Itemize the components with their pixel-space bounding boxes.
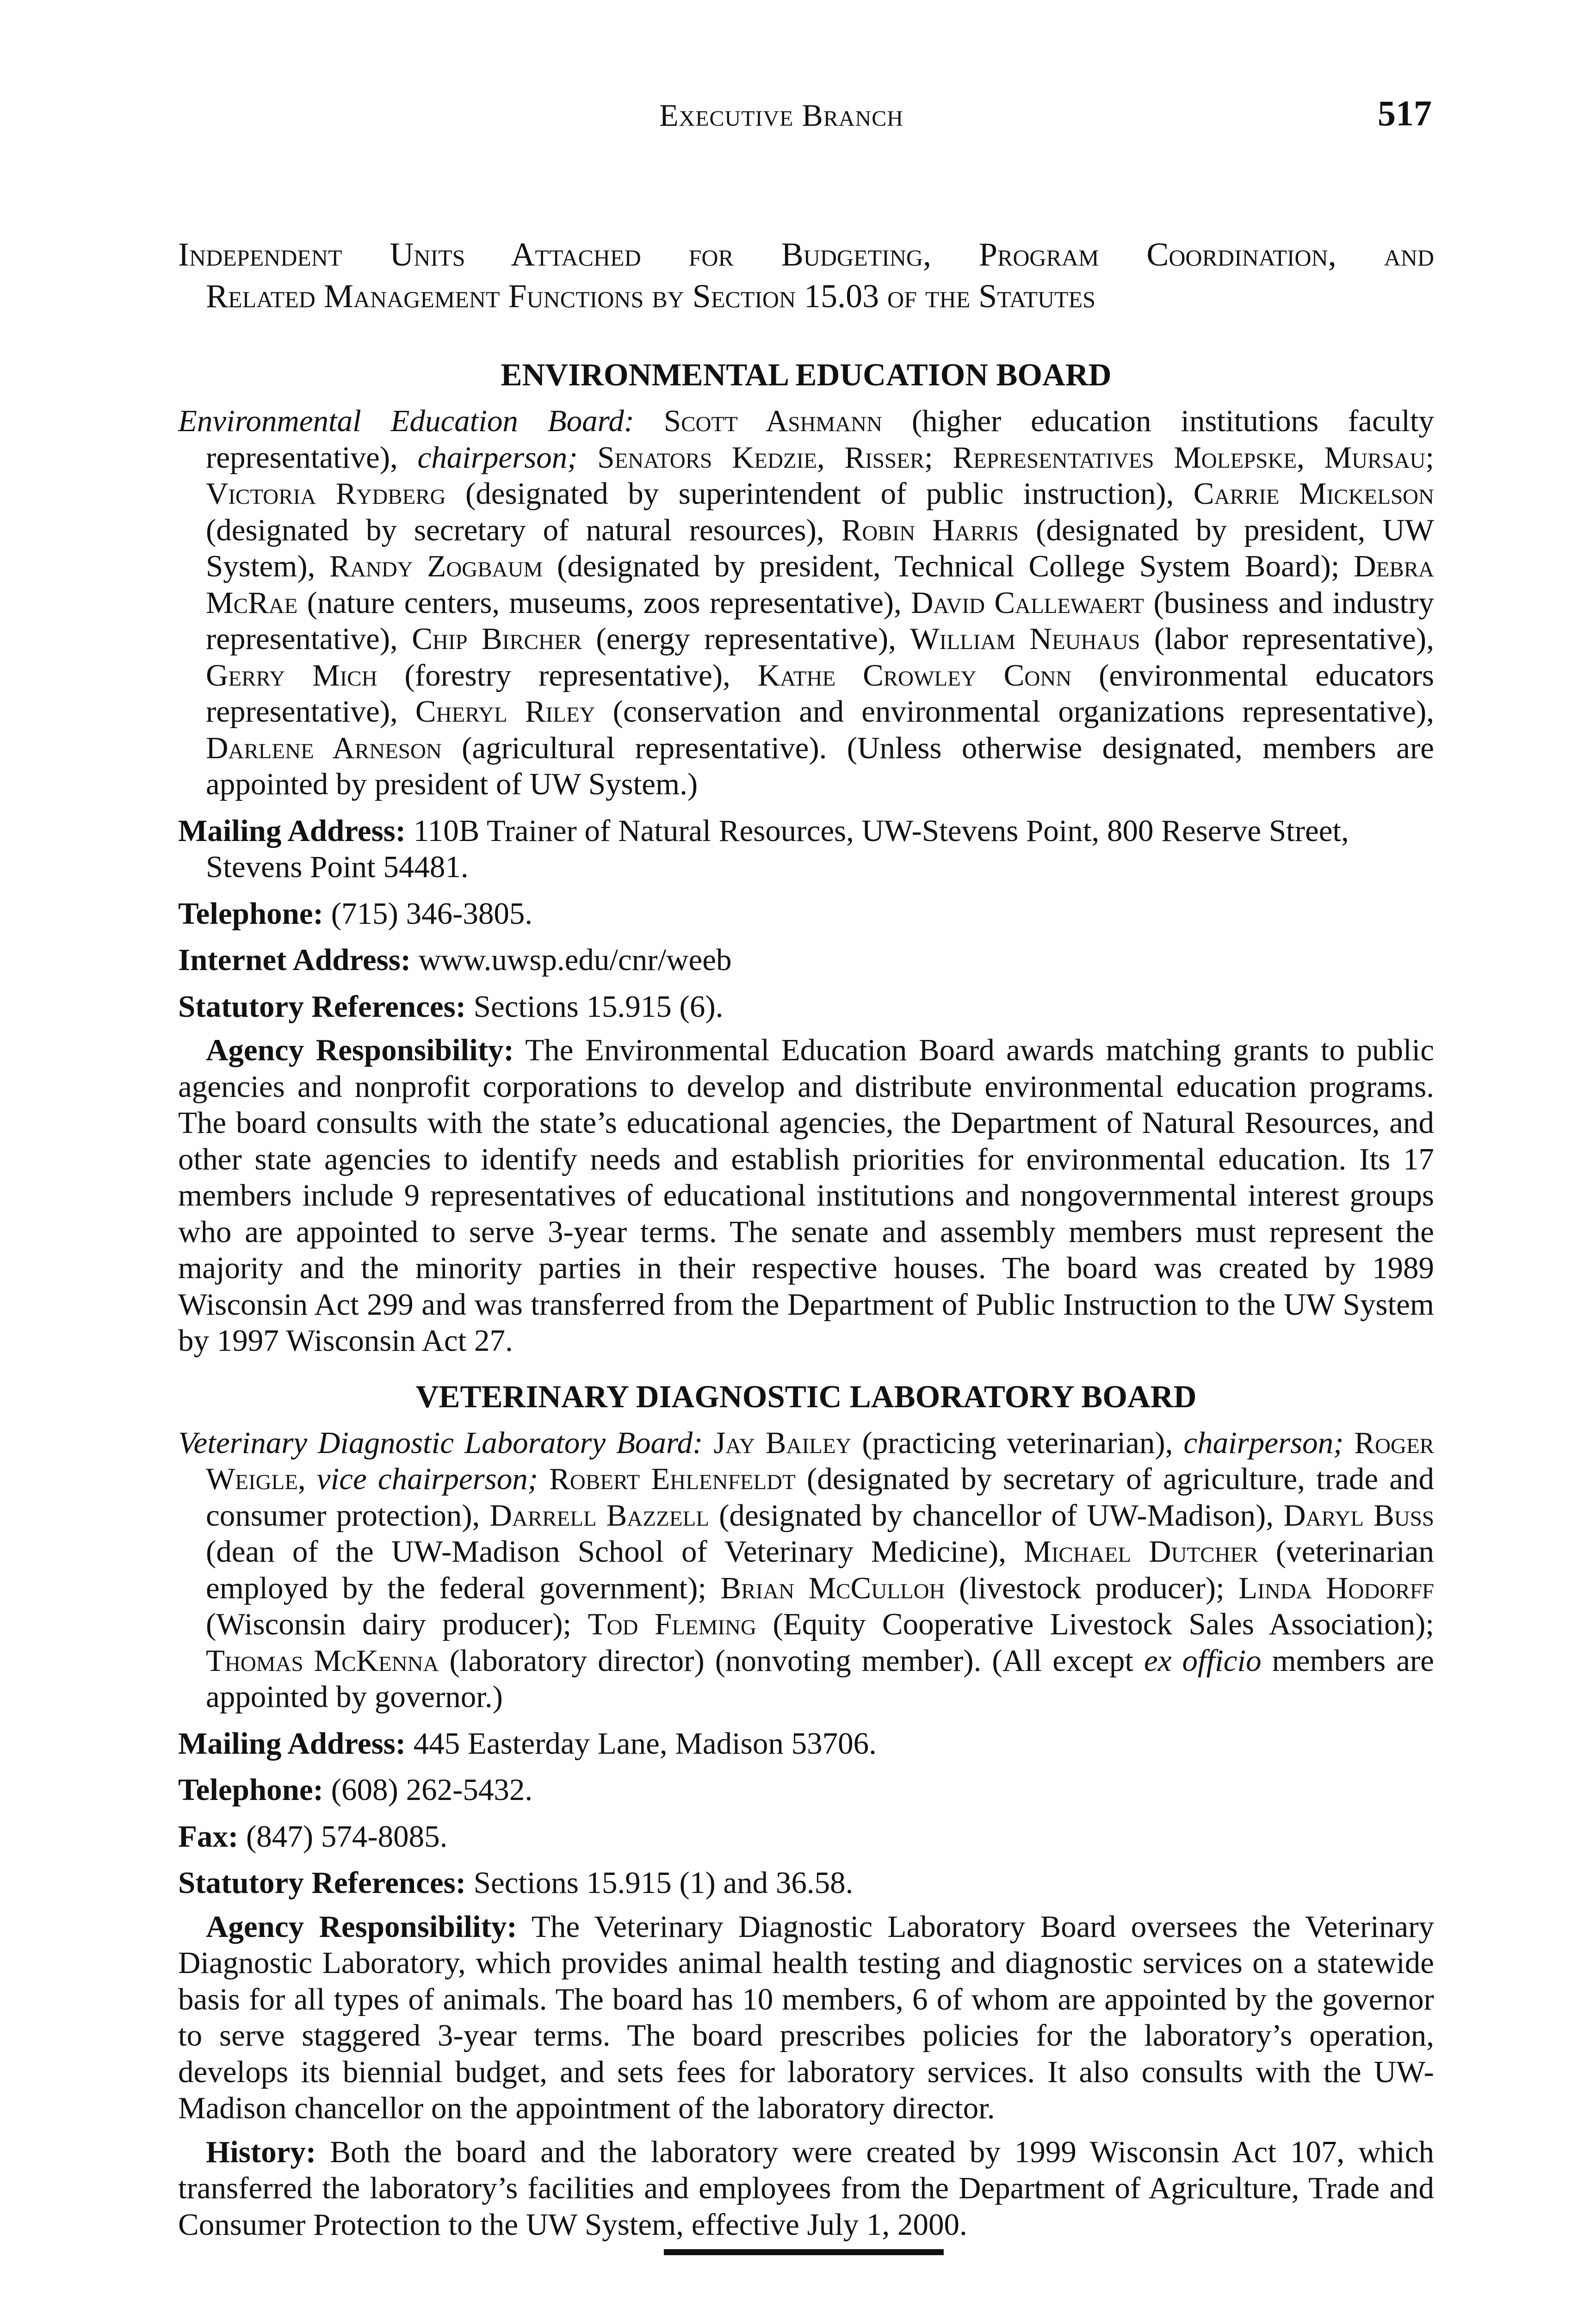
- member-name: David Callewaert: [911, 585, 1144, 620]
- field-value: (715) 346-3805.: [323, 896, 533, 931]
- field-value: (847) 574-8085.: [238, 1819, 448, 1854]
- field-label: Statutory References:: [178, 989, 466, 1024]
- field-label: Telephone:: [178, 896, 323, 931]
- veterinary-board-heading: VETERINARY DIAGNOSTIC LABORATORY BOARD: [415, 1379, 1197, 1414]
- veterinary-statutory-references: [178, 1865, 1434, 1901]
- member-role: (business and industry representative),: [206, 585, 1434, 656]
- field-value: www.uwsp.edu/cnr/weeb: [411, 943, 732, 977]
- member-role: (designated by president, UW System),: [206, 513, 1434, 583]
- field-label: Mailing Address:: [178, 1726, 406, 1761]
- spacer-text: [578, 440, 598, 475]
- chair-label: chairperson;: [1183, 1425, 1344, 1460]
- running-title: Executive Branch: [659, 98, 903, 133]
- member-name: Jay Bailey: [713, 1425, 852, 1460]
- paragraph-text: The Veterinary Diagnostic Laboratory Board oversees the Veterinary Diagnostic Laboratory, which provides animal health testing and diagnostic services on a statewide basis for all types of animals. The board has 10 members, 6 of whom are appointed by the governor to serve staggered 3-year terms. The board prescribes policies for the laboratory’s operation, develops its biennial budget, and sets fees for laboratory services. It also consults with the UW-Madison chancellor on the appointment of the laboratory director.: [178, 1909, 1435, 2125]
- member-name: Cheryl Riley: [415, 694, 595, 729]
- member-role: (forestry representative),: [377, 658, 758, 693]
- field-label: Agency Responsibility:: [206, 1909, 517, 1944]
- member-role: (energy representative),: [582, 622, 910, 656]
- field-value: (608) 262-5432.: [323, 1773, 533, 1807]
- member-name: Debra McRae: [206, 549, 1434, 620]
- member-name: Randy Zogbaum: [329, 549, 543, 583]
- member-role: (designated by president, Technical College System Board);: [543, 549, 1354, 583]
- member-name: Thomas McKenna: [206, 1643, 439, 1678]
- field-label: Internet Address:: [178, 943, 411, 977]
- veterinary-fax: [178, 1818, 1434, 1855]
- member-role: (laboratory director) (nonvoting member). (All except: [439, 1643, 1144, 1678]
- board-label: Veterinary Diagnostic Laboratory Board:: [178, 1425, 703, 1460]
- member-role: (designated by chancellor of UW-Madison),: [709, 1498, 1284, 1533]
- member-role: (dean of the UW-Madison School of Veterinary Medicine),: [206, 1534, 1024, 1569]
- member-name: Robin Harris: [841, 513, 1019, 547]
- environmental-telephone: [178, 896, 1434, 932]
- member-role: (veterinarian employed by the federal government);: [206, 1534, 1435, 1605]
- vice-chair-label: vice chairperson;: [316, 1462, 538, 1496]
- member-name: Brian McCulloh: [720, 1571, 945, 1605]
- member-name: Michael Dutcher: [1024, 1534, 1258, 1569]
- member-role: (designated by superintendent of public instruction),: [445, 476, 1194, 511]
- member-name: Robert Ehlenfeldt: [549, 1462, 796, 1496]
- member-role: (environmental educators representative),: [206, 658, 1435, 729]
- section-heading-line-1: Independent Units Attached for Budgeting, Program Coordination, and: [178, 236, 1434, 273]
- environmental-board-heading: ENVIRONMENTAL EDUCATION BOARD: [501, 357, 1112, 392]
- member-role: (higher education institutions faculty representative),: [206, 404, 1435, 475]
- member-role: (practicing veterinarian),: [851, 1425, 1184, 1460]
- chair-label: chairperson;: [417, 440, 578, 475]
- main-content: [178, 354, 1434, 2243]
- member-name: Senators Kedzie, Risser; Representatives Molepske, Mursau; Victoria Rydberg: [206, 440, 1435, 511]
- member-role: (livestock producer);: [945, 1571, 1239, 1605]
- veterinary-history: [178, 2134, 1434, 2243]
- field-value: Sections 15.915 (1) and 36.58.: [466, 1866, 854, 1900]
- member-role: (designated by secretary of natural resources),: [206, 513, 841, 547]
- section-heading: [178, 234, 1434, 317]
- field-label: Telephone:: [178, 1773, 323, 1807]
- member-name: Linda Hodorff: [1238, 1571, 1435, 1605]
- member-name: Tod Fleming: [588, 1607, 756, 1641]
- member-role: (Equity Cooperative Livestock Sales Association);: [756, 1607, 1435, 1641]
- environmental-mailing-address: [178, 813, 1434, 885]
- field-value: 110B Trainer of Natural Resources, UW-Stevens Point, 800 Reserve Street, Stevens Point 54481.: [206, 813, 1349, 884]
- field-label: Statutory References:: [178, 1866, 466, 1900]
- page-number: 517: [1378, 93, 1432, 133]
- member-name: Darrell Bazzell: [489, 1498, 709, 1533]
- member-name: Darlene Arneson: [206, 730, 442, 765]
- member-role: (designated by secretary of agriculture, trade and consumer protection),: [206, 1462, 1435, 1533]
- veterinary-board-members: [178, 1425, 1434, 1715]
- member-role: (Wisconsin dairy producer);: [206, 1607, 588, 1641]
- member-name: Carrie Mickelson: [1193, 476, 1434, 511]
- member-role: (agricultural representative). (Unless otherwise designated, members are appointed by president of UW System.): [206, 730, 1434, 801]
- field-label: Fax:: [178, 1819, 239, 1854]
- member-role: (labor representative),: [1140, 622, 1434, 656]
- environmental-agency-responsibility: [178, 1032, 1434, 1359]
- paragraph-text: Both the board and the laboratory were created by 1999 Wisconsin Act 107, which transferred the laboratory’s facilities and employees from the Department of Agriculture, Trade and Consumer Protection to the UW System, effective July 1, 2000.: [178, 2134, 1434, 2242]
- environmental-internet-address: [178, 942, 1434, 978]
- member-name: Gerry Mich: [206, 658, 377, 693]
- veterinary-agency-responsibility: [178, 1909, 1434, 2127]
- veterinary-mailing-address: [178, 1725, 1434, 1762]
- spacer-text: [538, 1462, 549, 1496]
- field-label: Mailing Address:: [178, 813, 406, 848]
- veterinary-telephone: [178, 1772, 1434, 1808]
- member-role: members are appointed by governor.): [206, 1643, 1434, 1714]
- environmental-board-members: [178, 403, 1434, 803]
- member-role: ,: [297, 1462, 317, 1496]
- field-value: Sections 15.915 (6).: [466, 989, 724, 1024]
- member-name: Chip Bircher: [412, 622, 582, 656]
- member-name: Kathe Crowley Conn: [757, 658, 1072, 693]
- member-name: Scott Ashmann: [663, 404, 883, 438]
- member-role: (nature centers, museums, zoos representative),: [297, 585, 911, 620]
- member-name: Daryl Buss: [1283, 1498, 1434, 1533]
- section-heading-line-2: Related Management Functions by Section 15.03 of the Statutes: [206, 278, 1095, 315]
- paragraph-text: The Environmental Education Board awards matching grants to public agencies and nonprofit corporations to develop and distribute environmental education programs. The board consults with the state’s educational agencies, the Department of Natural Resources, and other state agencies to identify needs and establish priorities for environmental education. Its 17 members include 9 representatives of educational institutions and nongovernmental interest groups who are appointed to serve 3-year terms. The senate and assembly members must represent the majority and the minority parties in their respective houses. The board was created by 1989 Wisconsin Act 299 and was transferred from the Department of Public Instruction to the UW System by 1997 Wisconsin Act 27.: [178, 1033, 1434, 1358]
- end-rule: [664, 2249, 944, 2255]
- running-header: [178, 88, 1432, 148]
- member-name: William Neuhaus: [910, 622, 1140, 656]
- field-value: 445 Easterday Lane, Madison 53706.: [406, 1726, 877, 1761]
- member-role: (conservation and environmental organizations representative),: [595, 694, 1434, 729]
- field-label: Agency Responsibility:: [206, 1033, 514, 1067]
- board-label: Environmental Education Board:: [178, 404, 635, 438]
- member-name: Roger Weigle: [206, 1425, 1435, 1496]
- ex-officio-label: ex officio: [1144, 1643, 1262, 1678]
- field-label: History:: [206, 2134, 316, 2169]
- spacer-text: [1343, 1426, 1354, 1460]
- environmental-statutory-references: [178, 989, 1434, 1025]
